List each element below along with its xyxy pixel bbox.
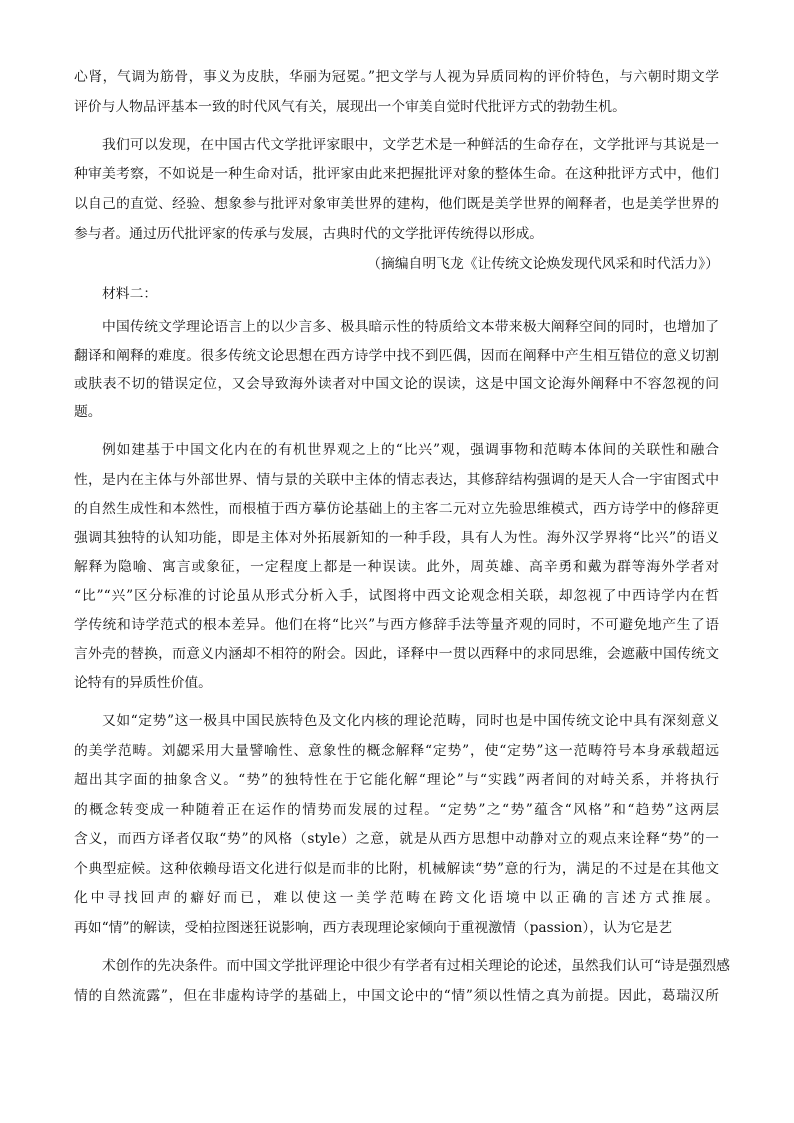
text-line: 超出其字面的抽象含义。“势”的独特性在于它能化解“理论”与“实践”两者间的对峙关系，并将执行 [74,772,719,788]
text-line: 性，是内在主体与外部世界、情与景的关联中主体的情志表达，其修辞结构强调的是天人合一宇宙图式中 [74,472,719,488]
paragraph-first-line: 术创作的先决条件。而中国文学批评理论中很少有学者有过相关理论的论述，虽然我们认可“诗是强烈感 [102,958,730,974]
text-line: 题。 [74,404,102,420]
text-line: 再如“情”的解读，受柏拉图迷狂说影响，西方表现理论家倾向于重视激情（passion），认为它是艺 [74,920,673,936]
text-line: 翻译和阐释的难度。很多传统文论思想在西方诗学中找不到匹偶，因而在阐释中产生相互错位的意义切割 [74,348,719,364]
paragraph-first-line: 例如建基于中国文化内在的有机世界观之上的“比兴”观，强调事物和范畴本体间的关联性和融合 [102,442,719,458]
text-line: 参与者。通过历代批评家的传承与发展，古典时代的文学批评传统得以形成。 [74,226,544,242]
text-line: 含义，而西方译者仅取“势”的风格（style）之意，就是从西方思想中动静对立的观点来诠释“势”的一 [74,831,719,847]
text-line: 的概念转变成一种随着正在运作的情势而发展的过程。“定势”之“势”蕴含“风格”和“趋势”这两层 [74,802,719,818]
text-line: 言外壳的替换，而意义内涵却不相符的附会。因此，译释中一贯以西释中的求同思维，会遮蔽中国传统文 [74,646,719,662]
text-line: 个典型症候。这种依赖母语文化进行似是而非的比附，机械解读“势”意的行为，满足的不过是在其他文 [74,861,719,877]
text-line: 种审美考察，不如说是一种生命对话，批评家由此来把握批评对象的整体生命。在这种批评方式中，他们 [74,166,719,182]
text-line: 强调其独特的认知功能，即是主体对外拓展新知的一种手段，具有人为性。海外汉学界将“比兴”的语义 [74,530,719,546]
text-line: 的自然生成性和本然性，而根植于西方摹仿论基础上的主客二元对立先验思维模式，西方诗学中的修辞更 [74,501,719,517]
text-line: 学传统和诗学范式的根本差异。他们在将“比兴”与西方修辞手法等量齐观的同时，不可避免地产生了语 [74,617,719,633]
paragraph-first-line: 又如“定势”这一极具中国民族特色及文化内核的理论范畴，同时也是中国传统文论中具有深刻意义 [102,713,719,729]
text-line: 解释为隐喻、寓言或象征，一定程度上都是一种误读。此外，周英雄、高辛勇和戴为群等海外学者对 [74,559,719,575]
text-line: 心肾，气调为筋骨，事义为皮肤，华丽为冠冕。”把文学与人视为异质同构的评价特色，与六朝时期文学 [74,69,719,85]
text-line: 论特有的异质性价值。 [74,675,212,691]
source-citation: （摘编自明飞龙《让传统文论焕发现代风采和时代活力》） [367,256,719,272]
text-line: 化中寻找回声的癖好而已，难以使这一美学范畴在跨文化语境中以正确的言述方式推展。 [74,890,719,906]
text-line: 以自己的直觉、经验、想象参与批评对象审美世界的建构，他们既是美学世界的阐释者，也是美学世界的 [74,196,719,212]
text-line: 评价与人物品评基本一致的时代风气有关，展现出一个审美自觉时代批评方式的勃勃生机。 [74,99,626,115]
text-line: “比”“兴”区分标准的讨论虽从形式分析入手，试图将中西文论观念相关联，却忽视了中西诗学内在哲 [74,588,719,604]
text-line: 或肤表不切的错误定位，又会导致海外读者对中国文论的误读，这是中国文论海外阐释中不容忽视的问 [74,376,719,392]
paragraph-first-line: 我们可以发现，在中国古代文学批评家眼中，文学艺术是一种鲜活的生命存在，文学批评与其说是一 [102,137,719,153]
paragraph-first-line: 中国传统文学理论语言上的以少言多、极具暗示性的特质给文本带来极大阐释空间的同时，也增加了 [102,319,719,335]
text-line [74,1012,719,1038]
text-line: 的美学范畴。刘勰采用大量譬喻性、意象性的概念解释“定势”，使“定势”这一范畴符号本身承载超远 [74,743,719,759]
text-line: 情的自然流露”，但在非虚构诗学的基础上，中国文论中的“情”须以性情之真为前提。因此，葛瑞汉所 [74,988,719,1004]
section-heading: 材料二： [102,286,158,302]
